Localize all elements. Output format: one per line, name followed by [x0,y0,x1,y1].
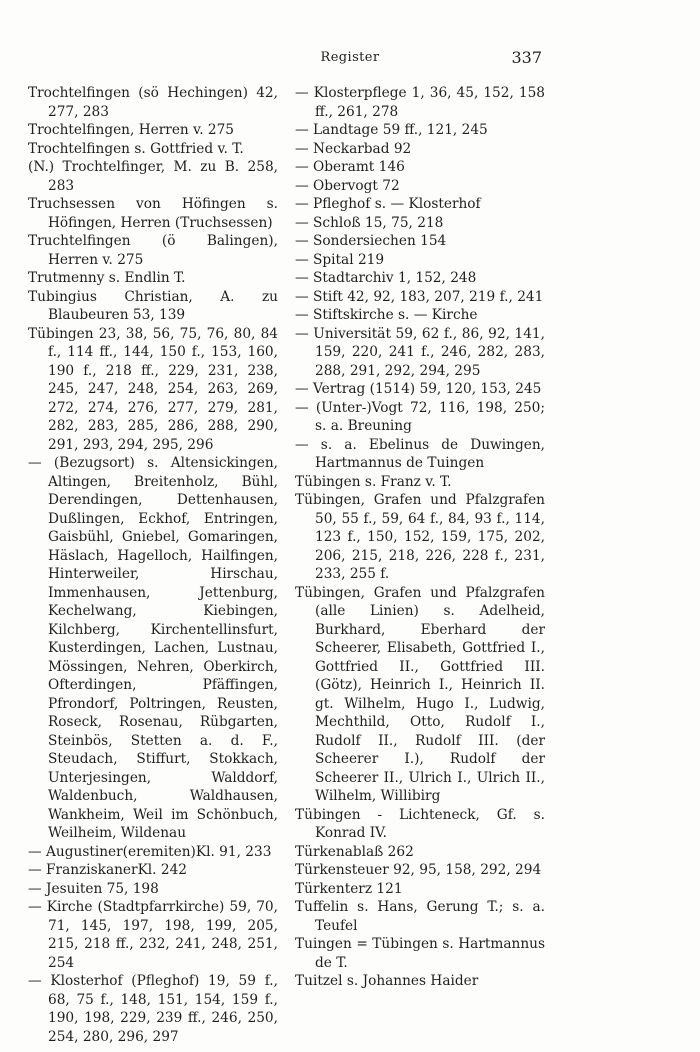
index-subentry: — Stift 42, 92, 183, 207, 219 f., 241 [295,288,544,305]
index-entry: Tübingen, Grafen und Pfalzgrafen 50, 55 f., 59, 64 f., 84, 93 f., 114, 123 f., 150, 152, 159, 175, 202, 206, 215, 218, 226, 228 f., 231, 233, 255 f. [295,492,545,582]
index-subentry: — Spital 219 [295,251,385,268]
page-number: 337 [511,48,542,67]
index-entry: Türkenterz 121 [295,880,403,897]
index-subentry: — Klosterhof (Pfleghof) 19, 59 f., 68, 75 f., 148, 151, 154, 159 f., 190, 198, 229, 239 ff., 246, 250, 254, 280, 296, 297 [28,973,278,1045]
index-entry: Tuitzel s. Johannes Haider [295,973,479,989]
index-subentry: — Vertrag (1514) 59, 120, 153, 245 [295,381,542,397]
index-entry: Tübingen, Grafen und Pfalzgrafen (alle Linien) s. Adelheid, Burkhard, Eberhard der Scheerer, Elisabeth, Gottfried I., Gottfried II., Gottfried III. (Götz), Heinrich I., Heinrich II. gt. Wilhelm, Hugo I., Ludwig, Mechthild, Otto, Rudolf I., Rudolf II., Rudolf III. (der Scheerer I.), Rudolf der Scheerer II., Ulrich I., Ulrich II., Wilhelm, Willibirg [295,584,545,804]
index-subentry: — Klosterpflege 1, 36, 45, 152, 158 ff., 261, 278 [295,85,545,120]
index-subentry: — Jesuiten 75, 198 [28,880,159,897]
index-entry: Truchtelfingen (ö Balingen), Herren v. 275 [28,233,278,268]
index-subentry: — Universität 59, 62 f., 86, 92, 141, 159, 220, 241 f., 246, 282, 283, 288, 291, 292, 294, 295 [295,325,545,379]
index-subentry: — Schloß 15, 75, 218 [295,214,444,231]
index-subentry: — FranziskanerKl. 242 [28,862,188,878]
index-entry: Tuffelin s. Hans, Gerung T.; s. a. Teufel [295,899,545,934]
index-subentry: — (Unter-)Vogt 72, 116, 198, 250; s. a. Breuning [295,399,545,434]
index-entry: Tübingen 23, 38, 56, 75, 76, 80, 84 f., 114 ff., 144, 150 f., 153, 160, 190 f., 218 ff., 229, 231, 238, 245, 247, 248, 254, 263, 269, 272, 274, 276, 277, 279, 281, 282, 283, 285, 286, 288, 290, 291, 293, 294, 295, 296 [28,325,278,453]
index-entry: Trochtelfingen (sö Hechingen) 42, 277, 283 [28,85,278,120]
index-entry: Tübingen s. Franz v. T. [295,473,452,490]
index-entry: Tubingius Christian, A. zu Blaubeuren 53, 139 [28,288,278,323]
index-entry: Tübingen - Lichteneck, Gf. s. Konrad IV. [295,806,545,841]
index-subentry: — Sondersiechen 154 [295,233,447,249]
running-head: Register [320,50,380,65]
index-entry: Trutmenny s. Endlin T. [28,270,186,286]
right-column [295,84,545,991]
left-column [28,84,278,1046]
index-entry: Türkensteuer 92, 95, 158, 292, 294 [295,862,542,878]
index-entry: Tuingen = Tübingen s. Hartmannus de T. [295,936,545,971]
index-subentry: — Pfleghof s. — Klosterhof [295,196,481,212]
index-entry: Trochtelfingen s. Gottfried v. T. [28,140,244,157]
index-subentry: — Stadtarchiv 1, 152, 248 [295,270,477,286]
index-subentry: — Neckarbad 92 [295,140,412,157]
index-subentry: — Stiftskirche s. — Kirche [295,307,478,323]
index-subentry: — Obervogt 72 [295,177,400,194]
index-entry: Türkenablaß 262 [295,843,414,860]
index-subentry: — Augustiner(eremiten)Kl. 91, 233 [28,843,272,860]
page-header [0,48,700,72]
index-subentry: — (Bezugsort) s. Altensickingen, Altingen, Breitenholz, Bühl, Derendingen, Dettenhausen, Dußlingen, Eckhof, Entringen, Gaisbühl, Gniebel, Gomaringen, Häslach, Hagelloch, Hailfingen, Hinterweiler, Hirschau, Immenhausen, Jettenburg, Kechelwang, Kiebingen, Kilchberg, Kirchentellinsfurt, Kusterdingen, Lachen, Lustnau, Mössingen, Nehren, Oberkirch, Ofterdingen, Pfäffingen, Pfrondorf, Poltringen, Reusten, Roseck, Rosenau, Rübgarten, Steinbös, Stetten a. d. F., Steudach, Stiffurt, Stokkach, Unterjesingen, Walddorf, Waldenbuch, Waldhausen, Wankheim, Weil im Schönbuch, Weilheim, Wildenau [28,455,278,841]
index-entry: (N.) Trochtelfinger, M. zu B. 258, 283 [28,159,278,194]
index-entry: Truchsessen von Höfingen s. Höfingen, Herren (Truchsessen) [28,196,278,231]
index-subentry: — s. a. Ebelinus de Duwingen, Hartmannus de Tuingen [295,436,545,471]
index-subentry: — Landtage 59 ff., 121, 245 [295,122,488,138]
index-entry: Trochtelfingen, Herren v. 275 [28,122,235,138]
index-subentry: — Kirche (Stadtpfarrkirche) 59, 70, 71, 145, 197, 198, 199, 205, 215, 218 ff., 232, 241, 248, 251, 254 [28,899,278,971]
index-subentry: — Oberamt 146 [295,159,405,175]
